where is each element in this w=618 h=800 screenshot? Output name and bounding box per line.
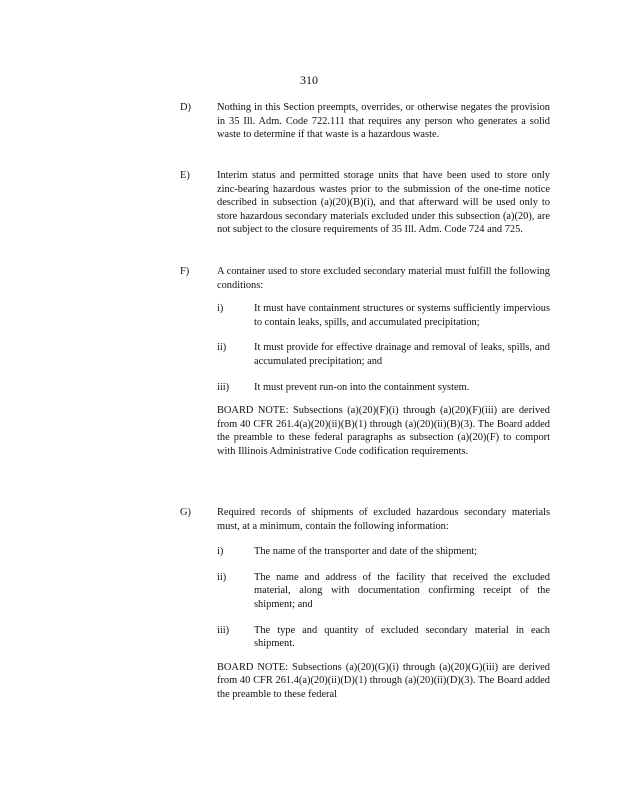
section-f-item-iii bbox=[180, 381, 550, 395]
section-g-item-ii bbox=[180, 571, 550, 612]
section-g-item-i bbox=[180, 545, 550, 559]
page-number: 310 bbox=[300, 73, 318, 87]
section-f-item-i bbox=[180, 302, 550, 329]
section-g bbox=[180, 506, 550, 702]
item-label: i) bbox=[217, 546, 224, 558]
item-label: ii) bbox=[217, 571, 227, 583]
item-label: iii) bbox=[217, 624, 230, 636]
section-d-label: D) bbox=[180, 102, 191, 113]
section-e-label: E) bbox=[180, 170, 190, 181]
section-f-text: A container used to store excluded secondary material must fulfill the following conditions: bbox=[217, 266, 550, 291]
section-g-item-iii bbox=[180, 624, 550, 651]
section-f-item-ii bbox=[180, 341, 550, 368]
item-text: The name of the transporter and date of the shipment; bbox=[254, 546, 478, 558]
item-label: i) bbox=[217, 303, 224, 315]
section-d-text: Nothing in this Section preempts, overrides, or otherwise negates the provision in 35 Ill. Adm. Code 722.111 that requires any person who generates a solid waste to determine if that waste is a hazardous waste. bbox=[217, 102, 550, 141]
board-note-g: BOARD NOTE: Subsections (a)(20)(G)(i) through (a)(20)(G)(iii) are derived from 40 CFR 261.4(a)(20)(ii)(D)(1) through (a)(20)(ii)(D)(3). The Board added the preamble to these federal bbox=[217, 661, 550, 700]
item-text: It must have containment structures or systems sufficiently impervious to contain leaks, spills, and accumulated precipitation; bbox=[254, 303, 550, 328]
section-e-text: Interim status and permitted storage units that have been used to store only zinc-bearing hazardous wastes prior to the submission of the one-time notice described in subsection (a)(20)(B)(i), and that afterward will be used only to store hazardous secondary materials excluded under this subsection (a)(20), are not subject to the closure requirements of 35 Ill. Adm. Code 724 and 725. bbox=[217, 170, 550, 236]
item-text: The type and quantity of excluded secondary material in each shipment. bbox=[254, 624, 550, 650]
section-e bbox=[180, 169, 550, 237]
item-text: It must prevent run-on into the containment system. bbox=[254, 381, 470, 393]
board-note-f: BOARD NOTE: Subsections (a)(20)(F)(i) through (a)(20)(F)(iii) are derived from 40 CFR 261.4(a)(20)(ii)(B)(1) through (a)(20)(ii)(B)(3). The Board added the preamble to these federal paragraphs as subsection (a)(20)(F) to comport with Illinois Administrative Code codification requirements. bbox=[217, 405, 550, 457]
section-g-text: Required records of shipments of excluded hazardous secondary materials must, at a minimum, contain the following information: bbox=[217, 507, 550, 532]
section-f-label: F) bbox=[180, 266, 190, 277]
section-d bbox=[180, 101, 550, 142]
item-text: It must provide for effective drainage and removal of leaks, spills, and accumulated precipitation; and bbox=[254, 342, 550, 367]
section-g-label: G) bbox=[180, 507, 191, 518]
section-f bbox=[180, 265, 550, 459]
item-text: The name and address of the facility that received the excluded material, along with documentation confirming receipt of the shipment; and bbox=[254, 571, 550, 610]
item-label: iii) bbox=[217, 381, 230, 393]
item-label: ii) bbox=[217, 342, 227, 354]
